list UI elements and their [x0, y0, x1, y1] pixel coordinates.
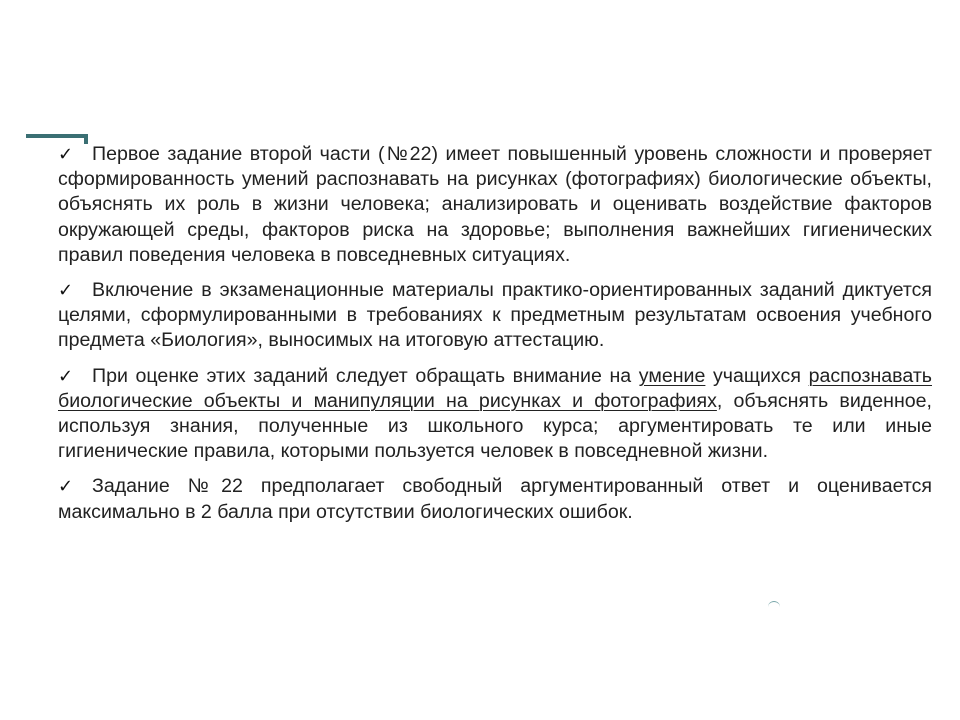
bullet-paragraph [58, 364, 932, 465]
bullet-paragraph [58, 278, 932, 354]
paragraph-text: Включение в экзаменационные материалы практико-ориентированных заданий диктуется целями, сформулированными в требованиях к предметным результатам освоения учебного предмета «Биология», выносимых на итоговую аттестацию. [58, 279, 932, 352]
paragraph-text: Задание №22 предполагает свободный аргументированный ответ и оценивается максимально в 2 балла при отсутствии биологических ошибок. [58, 475, 932, 523]
checkmark-icon: ✓ [58, 144, 74, 165]
paragraph-text: учащихся [705, 364, 809, 387]
paragraph-text: Первое задание второй части (№22) имеет повышенный уровень сложности и проверяет сформированность умений распознавать на рисунках (фотографиях) биологические объекты, объяснять их роль в жизни человека; анализировать и оценивать воздействие факторов окружающей среды, факторов риска на здоровье; выполнения важнейших гигиенических правил поведения человека в повседневных ситуациях. [58, 143, 932, 266]
underlined-text: умение [638, 364, 706, 387]
checkmark-icon: ✓ [58, 280, 74, 302]
checkmark-icon: ✓ [58, 365, 74, 387]
bullet-paragraph [58, 474, 932, 524]
arc-decoration [768, 601, 780, 608]
paragraph-text: При оценке этих заданий следует обращать внимание на [92, 364, 639, 387]
bullet-paragraph [58, 142, 932, 268]
slide-body [58, 142, 932, 535]
underlined-text: распознавать биологические объекты и манипуляции на рисунках и фотографиях [58, 364, 932, 412]
paragraph-text: , объяснять виденное, используя знания, полученные из школьного курса; аргументировать те или иные гигиенические правила, которыми пользуется человек в повседневной жизни. [58, 389, 932, 463]
corner-bar [26, 134, 88, 138]
checkmark-icon: ✓ [58, 476, 74, 498]
